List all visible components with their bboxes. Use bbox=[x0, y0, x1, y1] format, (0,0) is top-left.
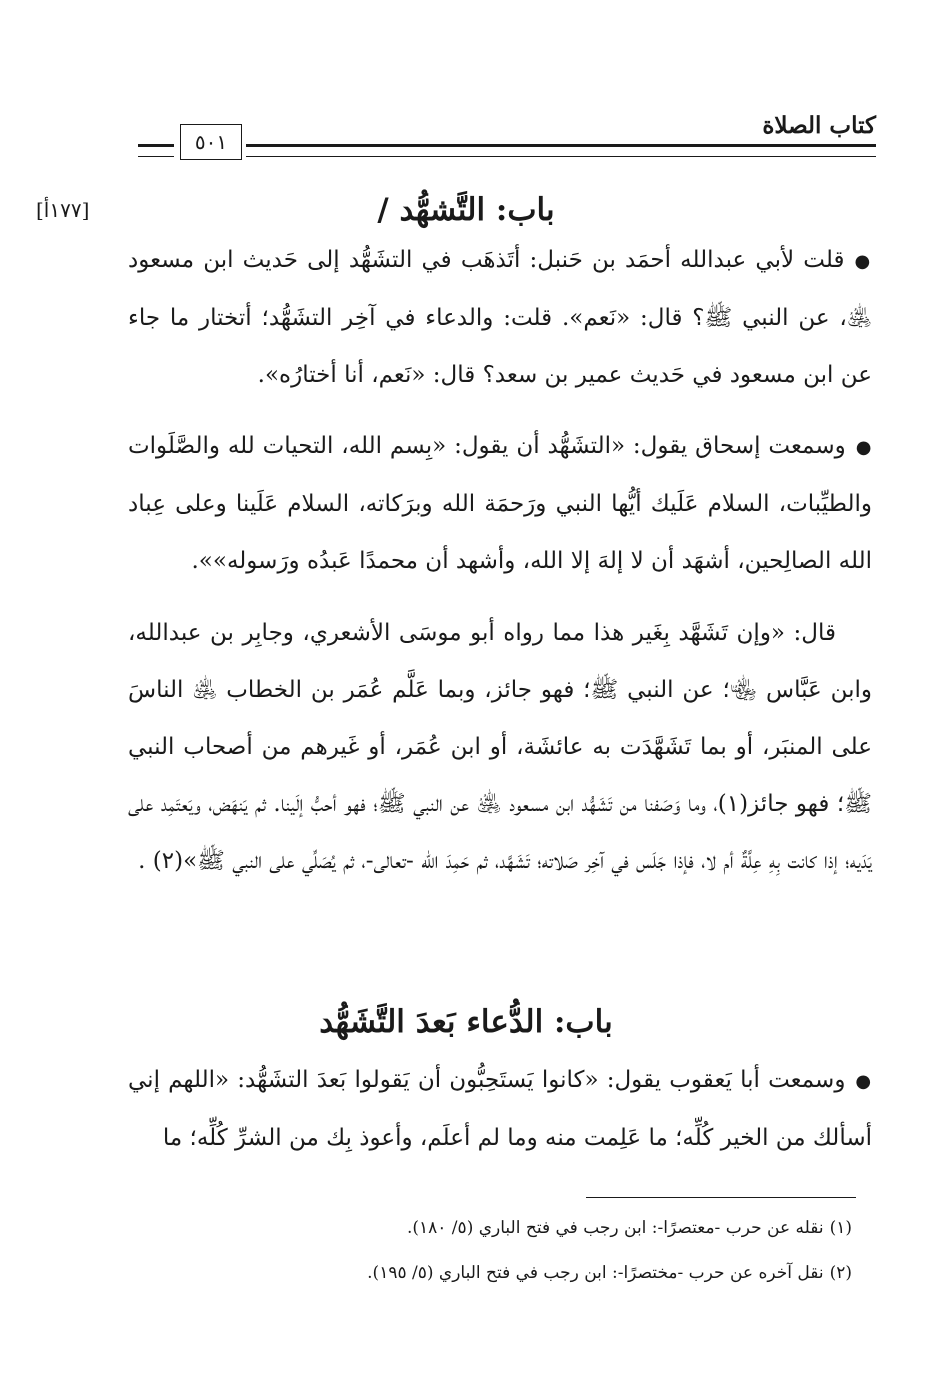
paragraph bbox=[128, 418, 872, 590]
paragraph-text: قلت لأبي عبدالله أحمَد بن حَنبل: أتَذهَب في التشَهُّد إلى حَديث ابن مسعود ﵁، عن النبي ﷺ؟ قال: «نَعم». قلت: والدعاء في آخِر التشَهُّد؛ أتختار ما جاء عن ابن مسعود في حَديث عمير بن سعد؟ قال: «نَعم، أنا أختارُه». bbox=[128, 247, 872, 388]
footnote-separator bbox=[586, 1197, 856, 1198]
footnote-text: نقله عن حرب -معتصرًا-: ابن رجب في فتح الباري (٥/ ١٨٠). bbox=[406, 1218, 824, 1238]
bullet-icon: ● bbox=[854, 251, 872, 272]
section-heading-dua: باب: الدُّعاء بَعدَ التَّشَهُّد bbox=[319, 1004, 613, 1040]
header-rule-left bbox=[138, 144, 174, 157]
paragraph-text: وسمعت إسحاق يقول: «التشَهُّد أن يقول: «بِسم الله، التحيات لله والصَّلَوات والطيِّبات، السلام عَلَيك أيُّها النبي ورَحمَة الله وبرَكاته، السلام عَلَينا وعلى عِباد الله الصالِحين، أشهَد أن لا إلهَ إلا الله، وأشهد أن محمدًا عَبدُه ورَسوله»». bbox=[128, 433, 872, 574]
paragraph bbox=[128, 232, 872, 404]
bullet-icon: ● bbox=[855, 437, 872, 458]
footnote-text: نقل آخره عن حرب -مختصرًا-: ابن رجب في فتح الباري (٥/ ١٩٥). bbox=[367, 1263, 824, 1283]
footnote bbox=[120, 1263, 852, 1283]
section-heading-tashahhud: باب: التَّشهُّد / bbox=[377, 192, 555, 228]
manuscript-reference: [١٧٧أ] bbox=[36, 198, 90, 222]
header-rule bbox=[246, 144, 876, 157]
page-number: ٥٠١ bbox=[180, 124, 242, 160]
paragraph bbox=[128, 1052, 872, 1167]
paragraph bbox=[128, 605, 872, 890]
paragraph-text: قال: «وإن تَشَهَّد بِغَير هذا مما رواه أبو موسَى الأشعري، وجابِر بن عبدالله، وابن عَبَّاس ﵄؛ عن النبي ﷺ؛ فهو جائز، وبما عَلَّم عُمَر بن الخطاب ﵁ الناسَ على المنبَر، أو بما تَشَهَّدَت به عائشَة، أو ابن عُمَر، أو غَيرهم من أصحاب النبي ﷺ؛ فهو جائز(١)، وما وَصَفنا من تَشَهُّد ابن مسعود ﵁ عن النبي ﷺ؛ فهو أحبُّ إلَينا. ثم يَنهَض، ويَعتَمِد على يَدَيه؛ إذا كانت بِهِ عِلَّةٌ أم لا، فإذا جَلَس في آخِر صَلاته؛ تَشَهَّد، ثم حَمِدَ الله -تعالى-، ثم يُصَلِّي على النبي ﷺ»(٢) . bbox=[128, 620, 872, 874]
bullet-icon: ● bbox=[855, 1071, 872, 1092]
running-header-title: كتاب الصلاة bbox=[762, 112, 876, 139]
footnote bbox=[120, 1218, 852, 1238]
footnote-number: (١) bbox=[829, 1218, 852, 1238]
paragraph-text: وسمعت أبا يَعقوب يقول: «كانوا يَستَحِبُّون أن يَقولوا بَعدَ التشَهُّد: «اللهم إني أسألك من الخير كُلِّه؛ ما عَلِمت منه وما لم أعلَم، وأعوذ بِك من الشرِّ كُلِّه؛ ما bbox=[128, 1067, 872, 1151]
footnote-number: (٢) bbox=[829, 1263, 852, 1283]
